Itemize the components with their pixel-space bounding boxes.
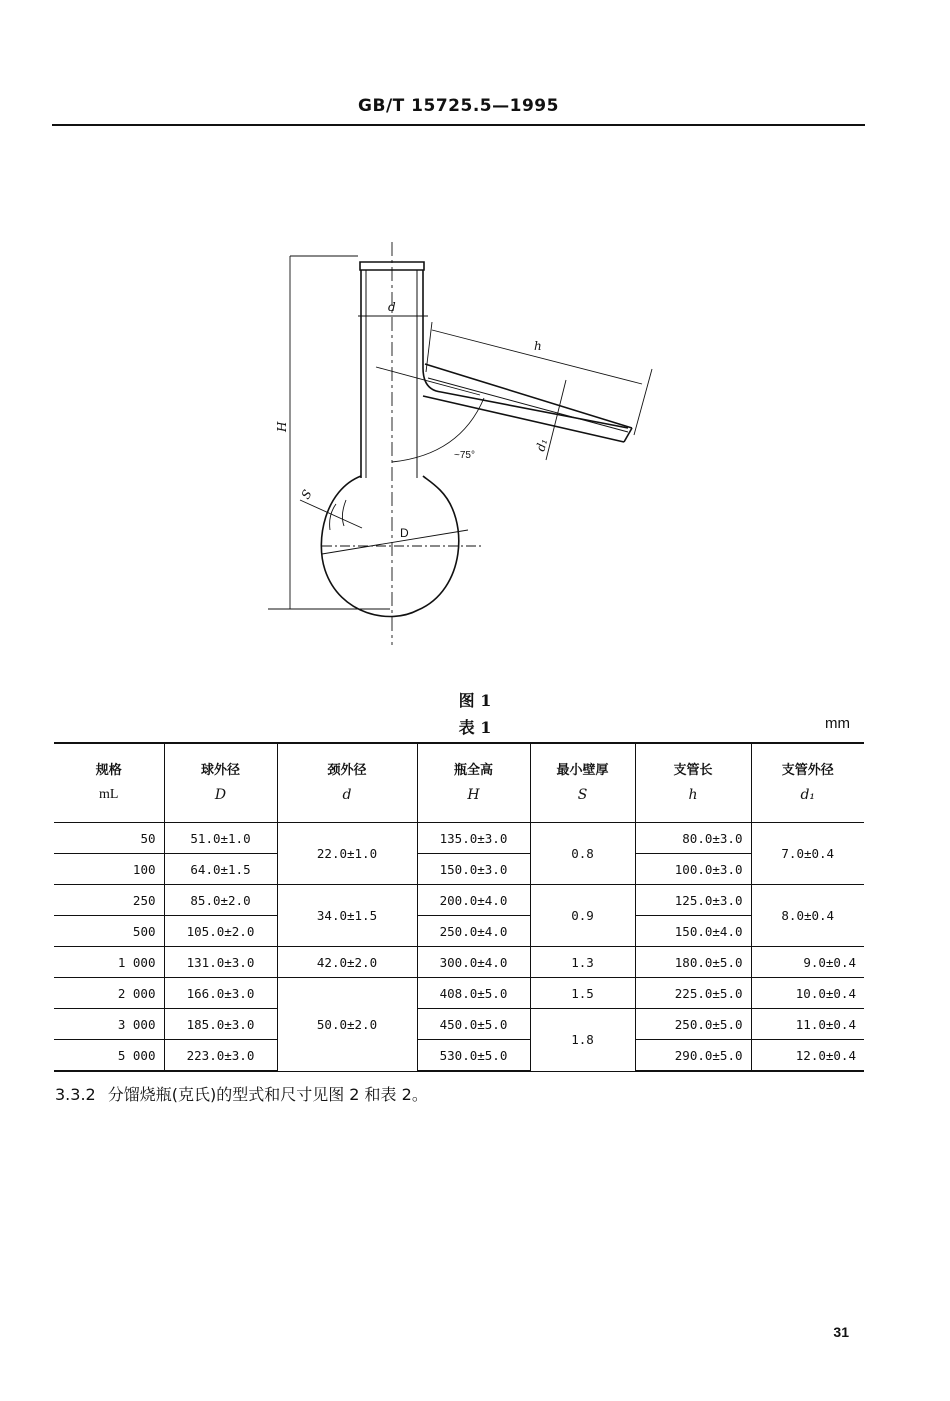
label-h: h [534,339,542,353]
header-h: 支管长 h [635,743,751,823]
cell-spec: 100 [54,854,164,885]
figure-caption: 图 1 [458,691,492,710]
table-caption: 表 1 [458,718,492,737]
cell-H: 300.0±4.0 [417,947,530,978]
standard-header: GB/T 15725.5—1995 [358,96,559,116]
label-d: d [388,300,396,314]
flask-figure [0,0,950,680]
cell-spec: 500 [54,916,164,947]
side-arm-end [624,428,632,442]
table-unit: mm [825,715,850,732]
cell-h: 250.0±5.0 [635,1009,751,1040]
header-d1: 支管外径 d₁ [751,743,864,823]
cell-S: 0.9 [530,885,635,947]
side-arm-bottom [423,396,624,442]
cell-d: 34.0±1.5 [277,885,417,947]
table-row [54,916,864,947]
cell-d: 50.0±2.0 [277,978,417,1072]
cell-d1: 9.0±0.4 [751,947,864,978]
cell-D: 105.0±2.0 [164,916,277,947]
cell-h: 150.0±4.0 [635,916,751,947]
table-row [54,854,864,885]
header-S: 最小壁厚 S [530,743,635,823]
cell-H: 135.0±3.0 [417,823,530,854]
label-angle: ~75° [454,450,475,461]
cell-D: 85.0±2.0 [164,885,277,916]
cell-d: 42.0±2.0 [277,947,417,978]
cell-d1: 12.0±0.4 [751,1040,864,1072]
cell-d: 22.0±1.0 [277,823,417,885]
cell-D: 223.0±3.0 [164,1040,277,1072]
table-row [54,978,864,1009]
label-H: H [275,421,289,432]
table-row [54,885,864,916]
cell-spec: 250 [54,885,164,916]
cell-spec: 2 000 [54,978,164,1009]
D-dim-line [322,530,468,554]
cell-S: 1.8 [530,1009,635,1072]
cell-d1: 10.0±0.4 [751,978,864,1009]
cell-H: 408.0±5.0 [417,978,530,1009]
cell-S: 1.3 [530,947,635,978]
table-row [54,947,864,978]
cell-D: 131.0±3.0 [164,947,277,978]
clause-number: 3.3.2 [55,1085,96,1104]
clause-paragraph [55,1082,428,1105]
cell-d1: 8.0±0.4 [751,885,864,947]
cell-h: 125.0±3.0 [635,885,751,916]
cell-d1: 7.0±0.4 [751,823,864,885]
cell-spec: 50 [54,823,164,854]
clause-text: 分馏烧瓶(克氏)的型式和尺寸见图 2 和表 2。 [107,1085,428,1104]
d1-dim-line [546,380,566,460]
cell-h: 180.0±5.0 [635,947,751,978]
header-H: 瓶全高 H [417,743,530,823]
cell-D: 51.0±1.0 [164,823,277,854]
table-row [54,1009,864,1040]
cell-S: 1.5 [530,978,635,1009]
label-d1: d₁ [533,437,551,453]
cell-H: 150.0±3.0 [417,854,530,885]
label-D: D [400,526,409,540]
cell-h: 100.0±3.0 [635,854,751,885]
page-number: 31 [833,1324,849,1340]
cell-H: 530.0±5.0 [417,1040,530,1072]
table-row [54,1040,864,1072]
cell-D: 64.0±1.5 [164,854,277,885]
header-D: 球外径 D [164,743,277,823]
cell-D: 185.0±3.0 [164,1009,277,1040]
label-S: S [298,487,315,502]
cell-H: 200.0±4.0 [417,885,530,916]
cell-S: 0.8 [530,823,635,885]
cell-D: 166.0±3.0 [164,978,277,1009]
cell-h: 225.0±5.0 [635,978,751,1009]
header-spec: 规格 mL [54,743,164,823]
cell-H: 250.0±4.0 [417,916,530,947]
cell-H: 450.0±5.0 [417,1009,530,1040]
cell-spec: 5 000 [54,1040,164,1072]
table-header-row [54,743,864,823]
spec-table [54,742,864,1072]
cell-spec: 3 000 [54,1009,164,1040]
cell-h: 290.0±5.0 [635,1040,751,1072]
cell-h: 80.0±3.0 [635,823,751,854]
side-arm-inner [428,378,628,432]
cell-spec: 1 000 [54,947,164,978]
header-d: 颈外径 d [277,743,417,823]
table-row [54,823,864,854]
cell-d1: 11.0±0.4 [751,1009,864,1040]
